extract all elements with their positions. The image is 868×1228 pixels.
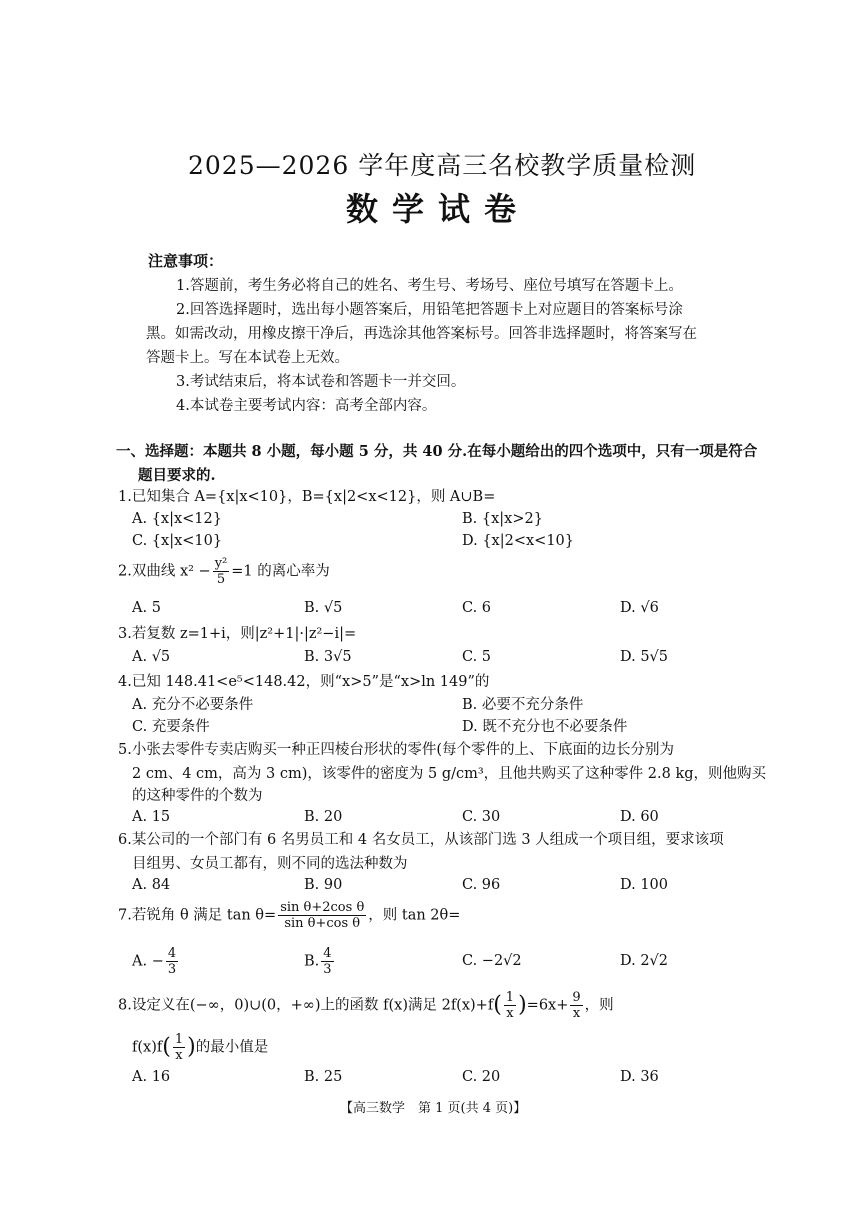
q7-option-c: C. −2√2 (462, 953, 522, 969)
q7-option-d: D. 2√2 (620, 953, 669, 969)
q6-line-2: 目组男、女员工都有，则不同的选法种数为 (132, 856, 408, 872)
q3-option-a: A. √5 (132, 649, 171, 665)
q6-option-d: D. 100 (620, 877, 669, 893)
q8-line2-fraction (173, 1032, 185, 1063)
q8-stem-mid: =6x+ (526, 997, 569, 1014)
q2-stem-post: =1 的离心率为 (231, 563, 330, 580)
q4-stem: 4.已知 148.41<e⁵<148.42，则“x>5”是“x>ln 149”的 (118, 674, 490, 690)
q7-option-a-den: 3 (167, 962, 177, 977)
q6-option-b: B. 90 (304, 877, 343, 893)
q7-fraction (278, 900, 366, 931)
notes-title: 注意事项： (148, 252, 224, 270)
q6-option-a: A. 84 (132, 877, 171, 893)
q8-line2-den: x (175, 1048, 183, 1063)
q2-frac-den: 5 (216, 572, 226, 587)
note-2b: 黑。如需改动，用橡皮擦干净后，再选涂其他答案标号。回答非选择题时，将答案写在 (146, 326, 697, 342)
q2-option-d: D. √6 (620, 600, 659, 616)
q4-option-d: D. 既不充分也不必要条件 (462, 719, 628, 735)
q1-stem: 1.已知集合 A={x|x<10}，B={x|2<x<12}，则 A∪B= (118, 489, 496, 505)
q2-option-a: A. 5 (132, 600, 161, 616)
left-paren-icon: ( (493, 992, 502, 1018)
exam-title: 2025—2026 学年度高三名校教学质量检测 (188, 151, 697, 180)
q8-paren-num: 1 (505, 990, 515, 1005)
q1-option-d: D. {x|2<x<10} (462, 533, 574, 549)
q1-option-a: A. {x|x<12} (132, 511, 222, 527)
q7-option-a-num: 4 (167, 946, 177, 961)
q7-option-b-fraction (321, 946, 333, 977)
q3-option-d: D. 5√5 (620, 649, 669, 665)
q8-paren-fraction (504, 990, 516, 1021)
note-2c: 答题卡上。写在本试卷上无效。 (146, 350, 349, 366)
q5-line-2: 2 cm、4 cm，高为 3 cm)，该零件的密度为 5 g/cm³，且他共购买了这种零件 2.8 kg，则他购买 (132, 766, 767, 782)
q5-option-b: B. 20 (304, 809, 343, 825)
q7-stem-post: ，则 tan 2θ= (368, 907, 461, 924)
q4-option-c: C. 充要条件 (132, 719, 210, 735)
q3-stem: 3.若复数 z=1+i，则|z²+1|·|z²−i|= (118, 626, 357, 642)
q2-fraction (213, 556, 230, 587)
q2-frac-num: y² (214, 556, 228, 571)
subject-title: 数学试卷 (346, 190, 531, 228)
note-3: 3.考试结束后，将本试卷和答题卡一并交回。 (176, 374, 466, 390)
q8-rhs-num: 9 (572, 990, 581, 1005)
q5-line-1: 5.小张去零件专卖店购买一种正四棱台形状的零件(每个零件的上、下底面的边长分别为 (118, 742, 674, 758)
q5-line-3: 的这种零件的个数为 (132, 788, 263, 804)
q7-option-a-pre: A. − (132, 953, 164, 970)
q1-option-c: C. {x|x<10} (132, 533, 223, 549)
left-paren-icon: ( (162, 1034, 171, 1060)
q7-frac-num: sin θ+2cos θ (280, 900, 365, 915)
q2-stem-pre: 2.双曲线 x² − (118, 563, 211, 580)
q8-stem-pre: 8.设定义在(−∞，0)∪(0，+∞)上的函数 f(x)满足 2f(x)+f (118, 997, 494, 1014)
q8-option-d: D. 36 (620, 1069, 659, 1085)
q8-paren-den: x (506, 1006, 514, 1021)
q2-stem (118, 556, 330, 587)
note-1: 1.答题前，考生务必将自己的姓名、考生号、考场号、座位号填写在答题卡上。 (176, 278, 683, 294)
note-4: 4.本试卷主要考试内容：高考全部内容。 (176, 398, 437, 414)
q6-line-1: 6.某公司的一个部门有 6 名男员工和 4 名女员工，从该部门选 3 人组成一个项目组，要求该项 (118, 832, 724, 848)
q8-option-b: B. 25 (304, 1069, 343, 1085)
q8-rhs-den: x (572, 1006, 581, 1021)
q8-stem-line-1 (118, 990, 614, 1021)
q8-option-a: A. 16 (132, 1069, 171, 1085)
q8-line2-num: 1 (174, 1032, 184, 1047)
q4-option-b: B. 必要不充分条件 (462, 697, 584, 713)
section-1-heading: 一、选择题：本题共 8 小题，每小题 5 分，共 40 分.在每小题给出的四个选项中，只有一项是符合 (116, 443, 758, 460)
q4-option-a: A. 充分不必要条件 (132, 697, 254, 713)
q5-option-a: A. 15 (132, 809, 171, 825)
q7-option-b-pre: B. (304, 953, 320, 970)
q7-option-b-den: 3 (323, 962, 332, 977)
section-1-heading-cont: 题目要求的. (138, 467, 216, 484)
q8-stem-post: ，则 (584, 997, 614, 1014)
q7-option-a-fraction (166, 946, 178, 977)
q3-option-b: B. 3√5 (304, 649, 352, 665)
q5-option-c: C. 30 (462, 809, 501, 825)
q5-option-d: D. 60 (620, 809, 659, 825)
q7-option-a (132, 946, 180, 977)
q8-option-c: C. 20 (462, 1069, 501, 1085)
q6-option-c: C. 96 (462, 877, 501, 893)
q7-option-b-num: 4 (323, 946, 332, 961)
q2-option-c: C. 6 (462, 600, 492, 616)
q1-option-b: B. {x|x>2} (462, 511, 543, 527)
q3-option-c: C. 5 (462, 649, 492, 665)
q7-stem-pre: 7.若锐角 θ 满足 tan θ= (118, 907, 277, 924)
note-2a: 2.回答选择题时，选出每小题答案后，用铅笔把答题卡上对应题目的答案标号涂 (176, 302, 683, 318)
q7-frac-den: sin θ+cos θ (284, 916, 361, 931)
right-paren-icon: ) (518, 992, 527, 1018)
q8-stem-line-2 (132, 1032, 268, 1063)
q2-option-b: B. √5 (304, 600, 343, 616)
q7-stem (118, 900, 460, 931)
q8-line2-pre: f(x)f (132, 1039, 163, 1056)
q8-line2-post: 的最小值是 (195, 1039, 269, 1056)
q8-rhs-fraction (570, 990, 582, 1021)
right-paren-icon: ) (187, 1034, 196, 1060)
q7-option-b (304, 946, 336, 977)
page-footer: 【高三数学 第 1 页(共 4 页)】 (340, 1101, 527, 1116)
